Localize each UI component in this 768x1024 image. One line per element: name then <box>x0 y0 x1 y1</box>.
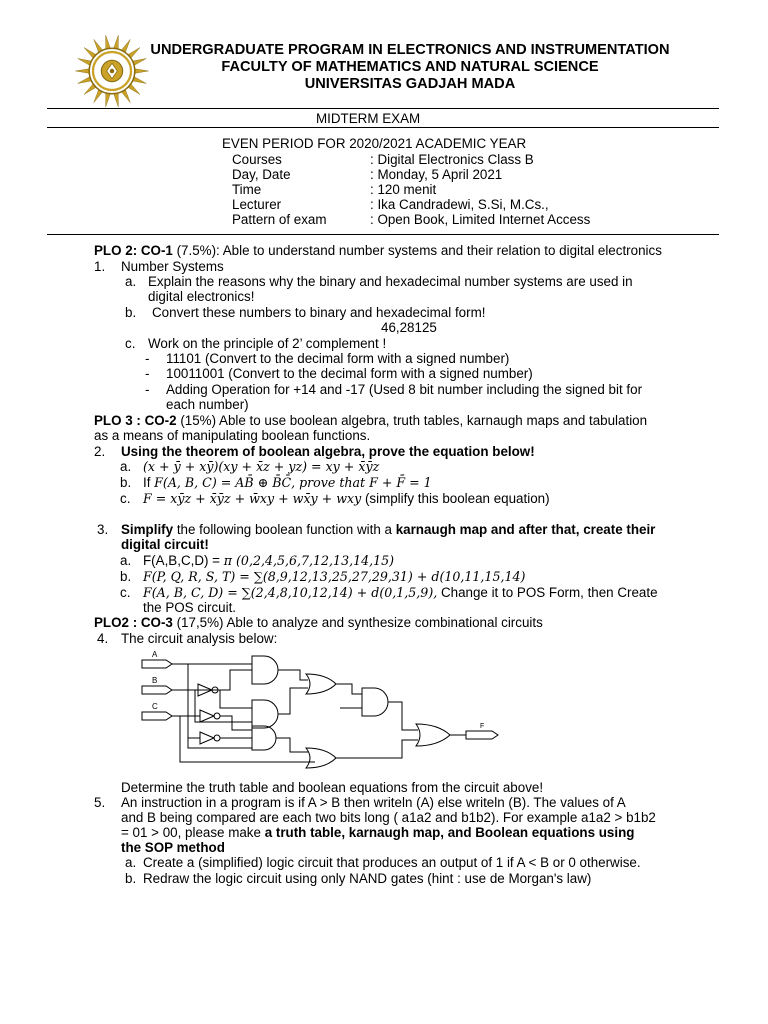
plo3-co2-heading-2: as a means of manipulating boolean functions. <box>94 428 371 443</box>
header-faculty: FACULTY OF MATHEMATICS AND NATURAL SCIENCE <box>221 59 599 75</box>
q5-text-3: = 01 > 00, please make a truth table, karnaugh map, and Boolean equations using <box>121 825 635 840</box>
q5-text-4: the SOP method <box>121 840 225 855</box>
info-label-pattern: Pattern of exam <box>232 212 327 227</box>
logic-circuit-diagram <box>140 648 510 776</box>
info-label-time: Time <box>232 182 262 197</box>
header-university: UNIVERSITAS GADJAH MADA <box>304 76 516 92</box>
plo3-co2-heading: PLO 3 : CO-2 (15%) Able to use boolean algebra, truth tables, karnaugh maps and tabulation <box>94 413 648 428</box>
q5a-label: a. <box>125 855 137 870</box>
q3-title: Simplify the following boolean function with a karnaugh map and after that, create their <box>121 522 656 537</box>
q3c-text: F(A, B, C, D) = ∑(2,4,8,10,12,14) + d(0,1,5,9), Change it to POS Form, then Create <box>143 585 658 600</box>
header-program: UNDERGRADUATE PROGRAM IN ELECTRONICS AND INSTRUMENTATION <box>150 42 670 58</box>
q1a-label: a. <box>125 274 137 289</box>
info-label-lecturer: Lecturer <box>232 197 282 212</box>
info-label-date: Day, Date <box>232 167 291 182</box>
q5-text-1: An instruction in a program is if A > B then writeln (A) else writeln (B). The values of A <box>121 795 626 810</box>
q1-number: 1. <box>94 259 106 274</box>
input-label-b: B <box>152 676 158 685</box>
q1c3-text-2: each number) <box>166 397 249 412</box>
q2a-label: a. <box>120 459 132 474</box>
q1b-number: 46,28125 <box>381 320 437 335</box>
info-label-courses: Courses <box>232 152 282 167</box>
info-value-date: : Monday, 5 April 2021 <box>370 167 503 182</box>
exam-title: MIDTERM EXAM <box>316 111 421 126</box>
info-value-pattern: : Open Book, Limited Internet Access <box>370 212 591 227</box>
q1c3-dash: - <box>145 382 150 397</box>
info-value-courses: : Digital Electronics Class B <box>370 152 534 167</box>
title-divider <box>47 127 719 128</box>
q2a-equation: (x + ȳ + xȳ)(xy + x̄z + yz) = xy + x̄ȳz <box>143 459 380 474</box>
q5b-text: Redraw the logic circuit using only NAND gates (hint : use de Morgan's law) <box>143 871 592 886</box>
q5b-label: b. <box>125 871 137 886</box>
q2b-text: If F(A, B, C) = AB̄ ⊕ B̄C̄, prove that F + F̄ = 1 <box>143 475 432 490</box>
plo2-co3-heading: PLO2 : CO-3 (17,5%) Able to analyze and synthesize combinational circuits <box>94 615 543 630</box>
q5-text-2: and B being compared are each two bits long ( a1a2 and b1b2). For example a1a2 > b1b2 <box>121 810 656 825</box>
q4-caption: Determine the truth table and boolean equations from the circuit above! <box>121 780 544 795</box>
q1-title: Number Systems <box>121 259 224 274</box>
q2c-text: F = xȳz + x̄ȳz + w̄xy + wx̄y + wxy (simplify this boolean equation) <box>143 491 550 506</box>
q3a-label: a. <box>120 553 132 568</box>
q3c-label: c. <box>120 585 131 600</box>
q1c1-text: 11101 (Convert to the decimal form with a signed number) <box>166 351 510 366</box>
q1c2-text: 10011001 (Convert to the decimal form with a signed number) <box>166 366 533 381</box>
q1b-text: Convert these numbers to binary and hexadecimal form! <box>152 305 486 320</box>
input-label-c: C <box>152 702 158 711</box>
q3-number: 3. <box>97 522 109 537</box>
q4-number: 4. <box>97 631 109 646</box>
q2-title: Using the theorem of boolean algebra, prove the equation below! <box>121 444 535 459</box>
q5a-text: Create a (simplified) logic circuit that produces an output of 1 if A < B or 0 otherwise. <box>143 855 641 870</box>
q3b-label: b. <box>120 569 132 584</box>
q1a-text-1: Explain the reasons why the binary and hexadecimal number systems are used in <box>148 274 633 289</box>
exam-period: EVEN PERIOD FOR 2020/2021 ACADEMIC YEAR <box>222 136 527 151</box>
q1c2-dash: - <box>145 366 150 381</box>
input-label-a: A <box>152 650 158 659</box>
q3a-text: F(A,B,C,D) = π (0,2,4,5,6,7,12,13,14,15) <box>143 553 395 568</box>
header-divider <box>47 108 719 109</box>
plo2-co1-heading: PLO 2: CO-1 (7.5%): Able to understand number systems and their relation to digital electronics <box>94 243 662 258</box>
q1a-text-2: digital electronics! <box>148 289 255 304</box>
info-value-lecturer: : Ika Candradewi, S.Si, M.Cs., <box>370 197 549 212</box>
q3b-equation: F(P, Q, R, S, T) = ∑(8,9,12,13,25,27,29,31) + d(10,11,15,14) <box>143 569 526 584</box>
q2c-label: c. <box>120 491 131 506</box>
info-value-time: : 120 menit <box>370 182 437 197</box>
q5-number: 5. <box>94 795 106 810</box>
q1c-text: Work on the principle of 2’ complement ! <box>148 336 387 351</box>
info-divider <box>47 234 719 235</box>
q4-title: The circuit analysis below: <box>121 631 278 646</box>
q2-number: 2. <box>94 444 106 459</box>
output-label-f: F <box>480 723 485 730</box>
q1c-label: c. <box>125 336 136 351</box>
q2b-label: b. <box>120 475 132 490</box>
q1c1-dash: - <box>145 351 150 366</box>
q3c-text-2: the POS circuit. <box>143 600 237 615</box>
q1b-label: b. <box>125 305 137 320</box>
q3-title-2: digital circuit! <box>121 537 209 552</box>
q1c3-text-1: Adding Operation for +14 and -17 (Used 8 bit number including the signed bit for <box>166 382 643 397</box>
